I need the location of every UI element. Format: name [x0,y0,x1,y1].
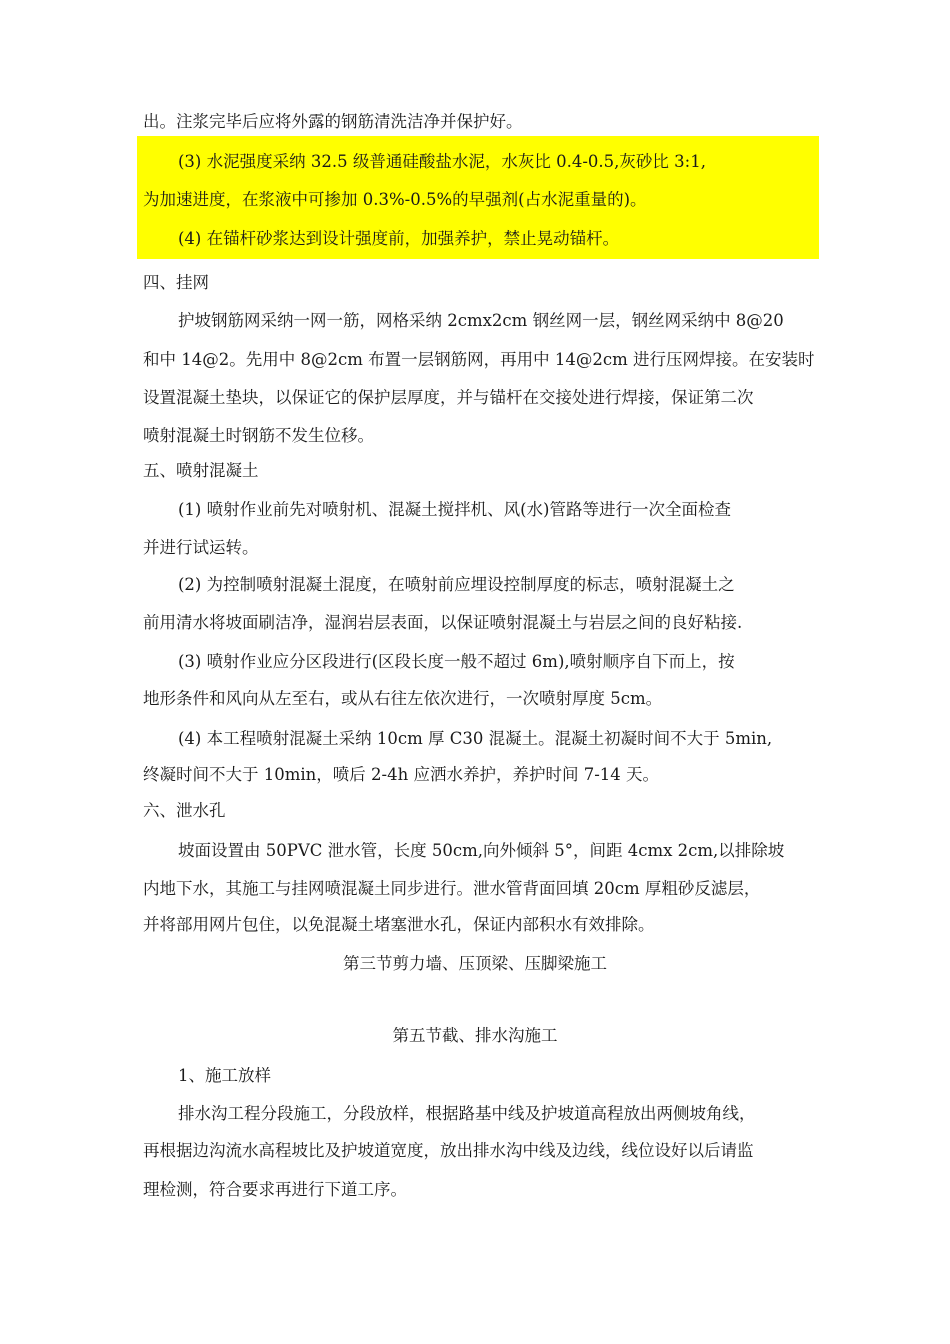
paragraph-line: 并将部用网片包住，以免混凝土堵塞泄水孔，保证内部积水有效排除。 [143,915,655,934]
paragraph-line: 并进行试运转。 [143,538,259,557]
paragraph-line: (1) 喷射作业前先对喷射机、混凝土搅拌机、风(水)管路等进行一次全面检查 [178,500,731,519]
paragraph-line: 护坡钢筋网采纳一网一筋，网格采纳 2cmx2cm 钢丝网一层，钢丝网采纳中 8@20 [178,311,784,330]
section-heading: 六、泄水孔 [143,801,226,820]
paragraph-line: 出。注浆完毕后应将外露的钢筋清洗洁净并保护好。 [143,112,523,131]
paragraph-line: 内地下水，其施工与挂网喷混凝土同步进行。泄水管背面回填 20cm 厚粗砂反滤层， [143,879,761,898]
section-title: 第三节剪力墙、压顶梁、压脚梁施工 [343,954,607,973]
paragraph-line: (3) 喷射作业应分区段进行(区段长度一般不超过 6m),喷射顺序自下而上，按 [178,652,735,671]
paragraph-line: (2) 为控制喷射混凝土混度，在喷射前应埋设控制厚度的标志，喷射混凝土之 [178,575,735,594]
paragraph-line: 设置混凝土垫块，以保证它的保护层厚度，并与锚杆在交接处进行焊接，保证第二次 [143,388,754,407]
section-title: 第五节截、排水沟施工 [392,1026,558,1045]
highlighted-line: (4) 在锚杆砂浆达到设计强度前，加强养护，禁止晃动锚杆。 [178,229,620,248]
paragraph-line: 前用清水将坡面刷洁净，湿润岩层表面，以保证喷射混凝土与岩层之间的良好粘接. [143,613,743,632]
paragraph-line: 和中 14@2。先用中 8@2cm 布置一层钢筋网，再用中 14@2cm 进行压网焊接。在安装时 [143,350,815,369]
highlighted-line: 为加速进度，在浆液中可掺加 0.3%-0.5%的早强剂(占水泥重量的)。 [143,190,647,209]
paragraph-line: 坡面设置由 50PVC 泄水管，长度 50cm,向外倾斜 5°，间距 4cmx 2cm,以排除坡 [178,841,785,860]
section-heading: 五、喷射混凝土 [143,461,259,480]
paragraph-line: 喷射混凝土时钢筋不发生位移。 [143,426,374,445]
paragraph-line: 理检测，符合要求再进行下道工序。 [143,1180,407,1199]
subsection-heading: 1、施工放样 [178,1066,271,1085]
section-heading: 四、挂网 [143,273,209,292]
paragraph-line: 再根据边沟流水高程坡比及护坡道宽度，放出排水沟中线及边线，线位设好以后请监 [143,1141,754,1160]
paragraph-line: 地形条件和风向从左至右，或从右往左依次进行，一次喷射厚度 5cm。 [143,689,663,708]
paragraph-line: 终凝时间不大于 10min，喷后 2-4h 应洒水养护，养护时间 7-14 天。 [143,765,660,784]
paragraph-line: 排水沟工程分段施工，分段放样，根据路基中线及护坡道高程放出两侧坡角线， [178,1104,756,1123]
highlighted-line: (3) 水泥强度采纳 32.5 级普通硅酸盐水泥，水灰比 0.4-0.5,灰砂比 3:1, [178,152,706,171]
paragraph-line: (4) 本工程喷射混凝土采纳 10cm 厚 C30 混凝土。混凝土初凝时间不大于 5min, [178,729,773,748]
